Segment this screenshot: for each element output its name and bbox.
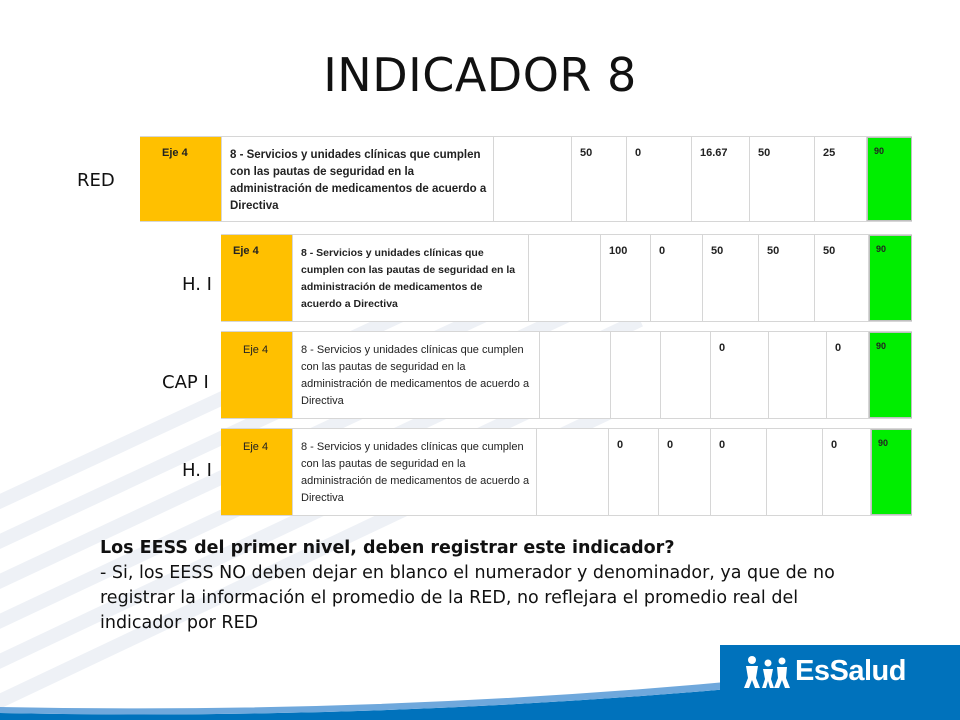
value-cell: 25 xyxy=(815,137,867,221)
meta-cell: 90 xyxy=(871,429,912,515)
description-cell: 8 - Servicios y unidades clínicas que cumplen con las pautas de seguridad en la administración de medicamentos de acuerdo a Directiva xyxy=(293,235,529,321)
value-cell: 0 xyxy=(827,332,869,418)
value-cell: 50 xyxy=(815,235,869,321)
value-cell: 50 xyxy=(572,137,627,221)
value-cell xyxy=(661,332,711,418)
value-cell: 100 xyxy=(601,235,651,321)
value-cell xyxy=(611,332,661,418)
row-label-hi-1: H. I xyxy=(182,274,212,295)
meta-cell: 90 xyxy=(867,137,912,221)
value-cell: 50 xyxy=(703,235,759,321)
value-cell: 0 xyxy=(823,429,871,515)
value-cell: 0 xyxy=(711,332,769,418)
note-question: Los EESS del primer nivel, deben registrar este indicador? xyxy=(100,538,675,558)
row-label-red: RED xyxy=(77,170,115,191)
meta-cell: 90 xyxy=(869,332,912,418)
indicator-table-red xyxy=(140,136,912,222)
value-cell xyxy=(537,429,609,515)
note-answer: - Si, los EESS NO deben dejar en blanco el numerador y denominador, ya que de no registrar la información el promedio de la RED, no reflejara el promedio real del indicador por RED xyxy=(100,563,835,633)
value-cell: 0 xyxy=(659,429,711,515)
value-cell: 0 xyxy=(627,137,692,221)
value-cell: 0 xyxy=(651,235,703,321)
indicator-table-hi-1 xyxy=(221,234,912,322)
eje-cell: Eje 4 xyxy=(221,429,293,515)
value-cell xyxy=(540,332,611,418)
value-cell xyxy=(767,429,823,515)
row-label-hi-2: H. I xyxy=(182,460,212,481)
value-cell xyxy=(769,332,827,418)
meta-cell: 90 xyxy=(869,235,912,321)
description-cell: 8 - Servicios y unidades clínicas que cumplen con las pautas de seguridad en la administración de medicamentos de acuerdo a Directiva xyxy=(293,332,540,418)
row-label-cap-i: CAP I xyxy=(162,372,209,393)
value-cell xyxy=(529,235,601,321)
eje-cell: Eje 4 xyxy=(221,235,293,321)
note-block xyxy=(100,536,870,636)
eje-cell: Eje 4 xyxy=(221,332,293,418)
description-cell: 8 - Servicios y unidades clínicas que cumplen con las pautas de seguridad en la administración de medicamentos de acuerdo a Directiva xyxy=(222,137,494,221)
page-title: INDICADOR 8 xyxy=(323,48,637,102)
value-cell: 50 xyxy=(759,235,815,321)
value-cell: 16.67 xyxy=(692,137,750,221)
value-cell: 0 xyxy=(609,429,659,515)
value-cell xyxy=(494,137,572,221)
eje-cell: Eje 4 xyxy=(140,137,222,221)
description-cell: 8 - Servicios y unidades clínicas que cumplen con las pautas de seguridad en la administración de medicamentos de acuerdo a Directiva xyxy=(293,429,537,515)
value-cell: 50 xyxy=(750,137,815,221)
value-cell: 0 xyxy=(711,429,767,515)
brand-logo-text: EsSalud xyxy=(795,655,906,687)
indicator-table-cap-i xyxy=(221,331,912,419)
indicator-table-hi-2 xyxy=(221,428,912,516)
